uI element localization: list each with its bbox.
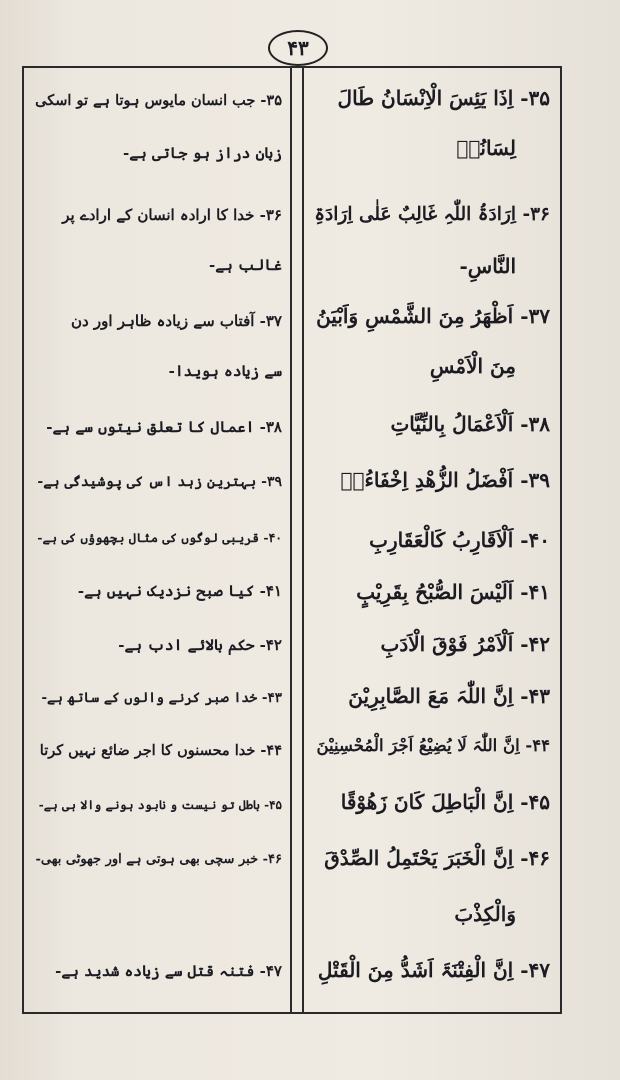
arabic-entry-41: ۴۱- اَلَیْسَ الصُّبْحُ بِقَرِیْبٍ <box>356 580 550 604</box>
urdu-column <box>30 68 286 1012</box>
arabic-entry-36: ۳۶- اِرَادَۃُ اللّٰہِ غَالِبٌ عَلٰی اِرَادَۃِ <box>314 204 550 225</box>
urdu-entry-47: ۴۷- فتنہ قتل سے زیادہ شدید ہے- <box>55 962 282 980</box>
urdu-entry-38: ۳۸- اعمال کا تعلق نیتوں سے ہے- <box>46 418 282 436</box>
urdu-entry-35: ۳۵- جب انسان مایوس ہوتا ہے تو اسکی <box>35 92 282 109</box>
urdu-entry-37: ۳۷- آفتاب سے زیادہ ظاہر اور دن <box>71 312 282 330</box>
urdu-entry-40: ۴۰- قریبی لوگوں کی مثال بچھوؤں کی ہے- <box>37 530 282 545</box>
arabic-entry-36-cont: النَّاسِ- <box>459 254 516 278</box>
urdu-entry-45: ۴۵- باطل تو نیست و نابود ہونے والا ہی ہے- <box>38 798 282 812</box>
urdu-entry-35-cont: زبان دراز ہو جاتی ہے- <box>123 144 282 162</box>
arabic-entry-37: ۳۷- اَظْھَرُ مِنَ الشَّمْسِ وَاَبْیَنُ <box>316 304 550 328</box>
urdu-entry-46: ۴۶- خبر سچی بھی ہوتی ہے اور جھوٹی بھی- <box>35 852 282 867</box>
urdu-entry-43: ۴۳- خدا صبر کرنے والوں کے ساتھ ہے- <box>41 690 282 706</box>
arabic-entry-35: ۳۵- اِذَا یَئِسَ الْاِنْسَانُ طَالَ <box>337 86 550 110</box>
arabic-entry-47: ۴۷- اِنَّ الْفِتْنَۃَ اَشَدُّ مِنَ الْقَتْلِ <box>317 958 550 982</box>
arabic-entry-42: ۴۲- اَلْاَمْرُ فَوْقَ الْاَدَبِ <box>380 632 550 656</box>
arabic-entry-46: ۴۶- اِنَّ الْخَبَرَ یَحْتَمِلُ الصِّدْقَ <box>324 846 550 870</box>
urdu-entry-36-cont: غالب ہے- <box>209 256 282 274</box>
arabic-entry-39: ۳۹- اَفْضَلُ الزُّھْدِ اِخْفَاءُہٗ <box>340 468 550 492</box>
page-number: ۴۳ <box>268 30 328 66</box>
arabic-entry-44: ۴۴- اِنَّ اللّٰہَ لَا یُضِیْعُ اَجْرَ الْمُحْسِنِیْنَ <box>316 736 550 755</box>
urdu-entry-41: ۴۱- کیا صبح نزدیک نہیں ہے- <box>77 582 282 600</box>
arabic-entry-40: ۴۰- اَلْاَقَارِبُ کَالْعَقَارِبِ <box>369 528 550 552</box>
arabic-entry-45: ۴۵- اِنَّ الْبَاطِلَ کَانَ زَھُوْقًا <box>340 790 550 814</box>
arabic-entry-46-cont: وَالْکِذْبَ <box>454 902 516 926</box>
arabic-entry-38: ۳۸- اَلْاَعْمَالُ بِالنِّیَّاتِ <box>390 412 550 436</box>
arabic-entry-35-cont: لِسَانُہٗ <box>456 136 516 160</box>
content-frame <box>22 66 562 1014</box>
arabic-entry-43: ۴۳- اِنَّ اللّٰہَ مَعَ الصَّابِرِیْنَ <box>348 684 550 708</box>
urdu-entry-39: ۳۹- بہترین زہد اس کی پوشیدگی ہے- <box>37 474 282 490</box>
urdu-entry-44: ۴۴- خدا محسنوں کا اجر ضائع نہیں کرتا <box>39 742 282 759</box>
arabic-column <box>306 68 554 1012</box>
urdu-entry-36: ۳۶- خدا کا ارادہ انسان کے ارادے پر <box>62 206 282 224</box>
column-divider <box>302 68 304 1012</box>
arabic-entry-37-cont: مِنَ الْاَمْسِ <box>429 354 516 378</box>
urdu-entry-37-cont: سے زیادہ ہویدا- <box>168 362 282 380</box>
urdu-entry-42: ۴۲- حکم بالائے ادب ہے- <box>118 636 282 654</box>
column-divider <box>290 68 292 1012</box>
